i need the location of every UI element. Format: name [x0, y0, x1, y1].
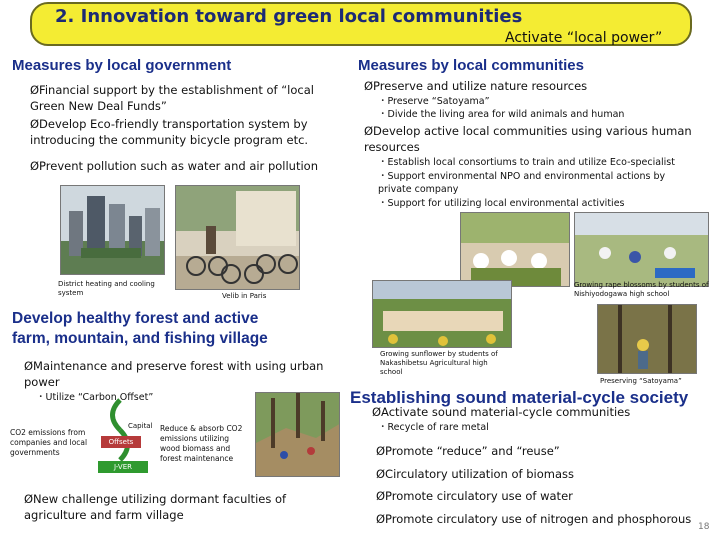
page-subtitle: Activate “local power”	[505, 30, 663, 46]
forest-bullet-maintenance: ØMaintenance and preserve forest with using urban power	[24, 359, 324, 389]
page-number: 18	[698, 522, 710, 532]
satoyama-photo	[597, 304, 697, 374]
sunflower-caption: Growing sunflower by students of Nakashibetsu Agricultural high school	[380, 350, 498, 376]
right-bullet-human-resources: ØDevelop active local communities using various human resources	[364, 124, 692, 154]
forest-bullet-agriculture: ØNew challenge utilizing dormant faculties of agriculture and farm village	[24, 492, 287, 522]
offset-arrows-diagram	[100, 395, 155, 470]
right-sub-wild-animals: ・Divide the living area for wild animals and human	[378, 109, 625, 120]
page-title: 2. Innovation toward green local communities	[55, 6, 523, 27]
right-bullet-nature: ØPreserve and utilize nature resources	[364, 79, 588, 93]
diagram-offset-box: Offsets	[101, 436, 141, 448]
cycle-bullet-communities: ØActivate sound material-cycle communities	[372, 405, 631, 419]
forest-sub-carbon-offset: ・Utilize “Carbon Offset”	[36, 392, 154, 403]
rape-blossoms-caption: Growing rape blossoms by students of Nishiyodogawa high school	[574, 281, 709, 298]
cycle-item-water: ØPromote circulatory use of water	[376, 489, 573, 503]
diagram-capital-label: Capital	[128, 422, 153, 430]
cycle-sub-rare-metal: ・Recycle of rare metal	[378, 422, 489, 433]
cycle-item-reduce-reuse: ØPromote “reduce” and “reuse”	[376, 444, 560, 458]
right-sub-local-activities: ・Support for utilizing local environmental activities	[378, 198, 625, 209]
left-heading: Measures by local government	[12, 57, 232, 74]
left-bullet-transport: ØDevelop Eco-friendly transportation system by introducing the community bicycle program etc.	[30, 117, 309, 147]
rape-blossoms-photo	[460, 212, 570, 287]
cycle-item-biomass: ØCirculatory utilization of biomass	[376, 467, 574, 481]
left-bullet-funds: ØFinancial support by the establishment of “local Green New Deal Funds”	[30, 83, 314, 113]
right-sub-npo: ・Support environmental NPO and environmental actions by private company	[378, 171, 666, 195]
velib-photo	[175, 185, 300, 290]
diagram-reduce-text: Reduce & absorb CO2 emissions utilizing wood biomass and forest maintenance	[160, 424, 243, 463]
right-heading: Measures by local communities	[358, 57, 584, 74]
forest-photo	[255, 392, 340, 477]
right-sub-satoyama: ・Preserve “Satoyama”	[378, 96, 490, 107]
sunflower-photo	[372, 280, 512, 348]
satoyama-caption: Preserving “Satoyama”	[600, 377, 682, 385]
forest-heading-line2: farm, mountain, and fishing village	[12, 330, 268, 347]
cycle-heading: Establishing sound material-cycle society	[350, 388, 689, 407]
right-sub-consortiums: ・Establish local consortiums to train and utilize Eco-specialist	[378, 157, 675, 168]
diagram-jver-box: J-VER	[98, 461, 148, 473]
district-heating-caption: District heating and cooling system	[58, 280, 155, 297]
students-field-photo	[574, 212, 709, 287]
left-bullet-pollution: ØPrevent pollution such as water and air pollution	[30, 159, 318, 173]
diagram-emissions-text: CO2 emissions from companies and local governments	[10, 428, 88, 457]
district-heating-photo	[60, 185, 165, 275]
cycle-item-nitrogen: ØPromote circulatory use of nitrogen and phosphorous	[376, 512, 692, 526]
velib-caption: Velib in Paris	[222, 292, 267, 300]
forest-heading-line1: Develop healthy forest and active	[12, 310, 259, 327]
